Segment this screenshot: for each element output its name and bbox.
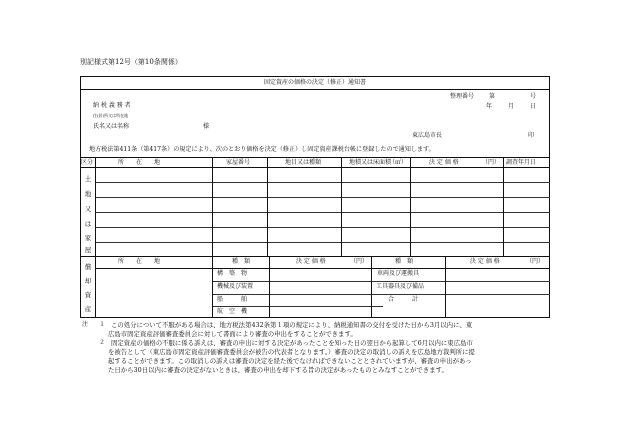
land-category-char: は xyxy=(84,220,92,228)
dep-item-total: 合 計 xyxy=(388,296,419,303)
dep-category-char: 資 xyxy=(84,291,92,299)
price-yen-unit: （円） xyxy=(482,159,501,166)
serial-dai: 第 xyxy=(489,93,496,100)
address-label: 住(居)所又は所在地 xyxy=(93,113,129,118)
title-divider xyxy=(80,89,550,90)
dep-yen-right: （円） xyxy=(526,258,545,265)
form-number: 別記様式第12号（第10条関係） xyxy=(80,58,182,66)
land-table-bottom xyxy=(80,256,550,257)
note-2-number: ２ xyxy=(99,339,106,346)
note-1-line: この処分について不服がある場合は、地方税法第432条第１項の規定により、納税通知書の交付を受けた日から3月以内に、東 xyxy=(111,321,473,329)
form-title: 固定資産の価格の決定（修正）通知書 xyxy=(263,79,366,86)
price-header: 決 定 価 格 xyxy=(429,159,459,166)
note-1-number: １ xyxy=(99,321,106,328)
survey-date-header: 調査年月日 xyxy=(506,159,537,166)
notes-label: 注 xyxy=(82,321,89,328)
notice-text: 地方税法第411条（第417条）の規定により、次のとおり価格を決定（修正）し固定資産課税台帳に登録したので通知します。 xyxy=(89,146,435,153)
land-header-bottom xyxy=(80,167,550,168)
issuer-seal: 印 xyxy=(528,132,535,139)
category-header: 区分 xyxy=(81,159,94,166)
note-2-line: た日から30日以内に審査の決定がないときは、審査の申出を却下する旨の決定があったものとみなすことができます。 xyxy=(108,366,448,374)
dep-price-header-left: 決 定 価 格 xyxy=(296,258,326,265)
land-category-char: 地 xyxy=(84,190,92,198)
area-header: 地積又は床面積 xyxy=(349,159,392,166)
note-2-line: 固定資産の価格の不服に係る訴えは、審査の申出に対する決定があったことを知った日の翌日から起算して6月以内に東広島市 xyxy=(111,339,473,347)
dep-item-aircraft: 航 空 機 xyxy=(217,308,248,315)
land-category-char: 屋 xyxy=(84,246,92,254)
area-unit: （㎡） xyxy=(389,159,408,166)
dep-item-tools: 工具器具及び備品 xyxy=(376,283,425,290)
dep-price-header-right: 決 定 価 格 xyxy=(470,258,500,265)
note-2-line: 起することができます。この取消しの訴えは審査の決定を経た後でなければできないこととされていますが、審査の申出があっ xyxy=(108,357,472,365)
honorific-sama: 様 xyxy=(203,123,210,130)
dep-type-header-left: 種 類 xyxy=(232,258,251,265)
house-number-header: 家屋番号 xyxy=(226,159,251,166)
serial-go: 号 xyxy=(530,93,537,100)
land-category-char: 土 xyxy=(84,175,92,183)
issuer-name: 東広島市長 xyxy=(412,132,443,139)
dep-category-char: 産 xyxy=(84,305,92,313)
dep-location-header: 所 在 地 xyxy=(118,258,161,265)
serial-label: 整理番号 xyxy=(450,93,475,100)
dep-type-header-right: 種 類 xyxy=(395,258,414,265)
note-2-line: を被告として（東広島市固定資産評価審査委員会が被告の代表者となります。）審査の決定の取消しの訴えを広島地方裁判所に提 xyxy=(108,348,475,356)
land-category-char: 又 xyxy=(84,205,92,213)
dep-item-vehicles: 車両及び運搬具 xyxy=(377,270,420,277)
dep-item-machinery: 機械及び装置 xyxy=(217,283,254,290)
dep-item-ships: 船 舶 xyxy=(217,296,248,303)
dep-category-char: 却 xyxy=(84,277,92,285)
dep-item-structures: 構 築 物 xyxy=(217,270,248,277)
date-day: 日 xyxy=(530,103,537,110)
date-year: 年 xyxy=(486,103,493,110)
location-header: 所 在 地 xyxy=(118,159,161,166)
land-type-header: 地目又は種類 xyxy=(285,159,322,166)
note-1-line: 広島市固定資産評価審査委員会に対して書面により審査の申出をすることができます。 xyxy=(108,330,357,338)
depreciable-header-bottom xyxy=(95,268,550,269)
dep-category-char: 償 xyxy=(84,263,92,271)
land-category-char: 家 xyxy=(84,234,92,242)
land-table-top xyxy=(80,157,550,158)
date-month: 月 xyxy=(508,103,515,110)
dep-yen-left: （円） xyxy=(350,258,369,265)
name-label: 氏名又は名称 xyxy=(93,123,130,130)
taxpayer-label: 納 税 義 務 者 xyxy=(93,102,131,109)
